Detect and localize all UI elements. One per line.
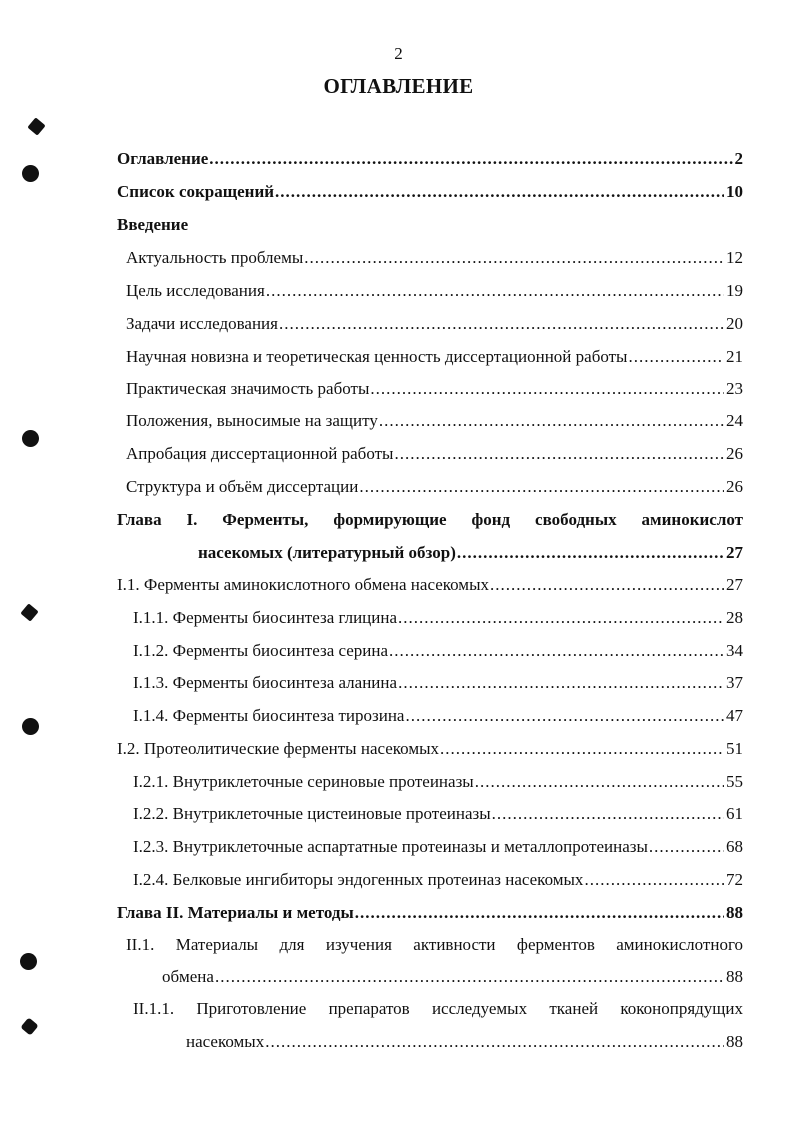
toc-label: обмена [162,967,214,986]
toc-label: Научная новизна и теоретическая ценность диссертационной работы [126,347,628,366]
toc-entry [117,574,743,596]
toc-entry [133,640,743,662]
toc-label: Список сокращений [117,182,275,201]
leader-dots [275,181,724,203]
leader-dots [265,1031,724,1053]
leader-dots [398,607,724,629]
margin-mark [20,1017,38,1035]
toc-entry [186,1031,743,1053]
toc-entry [162,966,743,988]
toc-entry [133,607,743,629]
toc-label: насекомых (литературный обзор) [198,543,456,562]
leader-dots [379,410,724,432]
toc-page: 26 [726,477,743,496]
toc-page: 28 [726,608,743,627]
toc-entry [117,148,743,170]
toc-label: Оглавление [117,149,209,168]
toc-label: Актуальность проблемы [126,248,304,267]
toc-entry [126,443,743,465]
toc-entry [133,836,743,858]
toc-label: Апробация диссертационной работы [126,444,394,463]
leader-dots [394,443,724,465]
toc-page: 88 [726,1032,743,1051]
toc-entry [126,280,743,302]
leader-dots [266,280,724,302]
leader-dots [628,346,724,368]
toc-entry-line1: II.1.1. Приготовление препаратов исследуемых тканей коконопрядущих [133,999,743,1018]
toc-label: Задачи исследования [126,314,278,333]
toc-page: 47 [726,706,743,725]
toc-page: 10 [726,182,743,201]
leader-dots [398,672,724,694]
leader-dots [405,705,724,727]
toc-label: I.1.1. Ферменты биосинтеза глицина [133,608,398,627]
leader-dots [475,771,724,793]
toc-page: 24 [726,411,743,430]
toc-entry [133,771,743,793]
toc-page: 27 [726,575,743,594]
toc-label: I.2. Протеолитические ферменты насекомых [117,739,440,758]
toc-label: I.1.3. Ферменты биосинтеза аланина [133,673,398,692]
toc-label: I.1.4. Ферменты биосинтеза тирозина [133,706,405,725]
toc-page: 26 [726,444,743,463]
toc-label: I.2.4. Белковые ингибиторы эндогенных протеиназ насекомых [133,870,584,889]
toc-page: 51 [726,739,743,758]
toc-entry [133,672,743,694]
leader-dots [492,803,724,825]
toc-page: 88 [726,967,743,986]
toc-label: I.2.2. Внутриклеточные цистеиновые протеиназы [133,804,491,823]
leader-dots [359,476,724,498]
leader-dots [370,378,724,400]
toc-page: 68 [726,837,743,856]
margin-hole [22,430,39,447]
toc-page: 37 [726,673,743,692]
toc-entry [133,803,743,825]
toc-entry [117,738,743,760]
page-title: ОГЛАВЛЕНИЕ [323,74,474,98]
toc-entry-line1: Глава I. Ферменты, формирующие фонд свободных аминокислот [117,510,743,529]
toc-entry [133,869,743,891]
toc-page: 72 [726,870,743,889]
toc-page: 23 [726,379,743,398]
toc-entry [198,542,743,564]
toc-label: I.1. Ферменты аминокислотного обмена насекомых [117,575,489,594]
leader-dots [215,966,724,988]
margin-hole [22,718,39,735]
toc-page: 21 [726,347,743,366]
toc-label: Введение [117,215,189,234]
page-number: 2 [394,44,403,63]
leader-dots [209,148,732,170]
toc-heading [117,214,743,236]
toc-entry [126,378,743,400]
leader-dots [355,902,724,924]
toc-entry [126,313,743,335]
margin-hole [22,165,39,182]
leader-dots [584,869,724,891]
toc-label: I.1.2. Ферменты биосинтеза серина [133,641,389,660]
toc-label: насекомых [186,1032,265,1051]
toc-label: Структура и объём диссертации [126,477,359,496]
toc-label: Глава II. Материалы и методы [117,903,354,922]
toc-label: Практическая значимость работы [126,379,370,398]
toc-label: Цель исследования [126,281,265,300]
toc-entry [117,902,743,924]
toc-page: 88 [726,903,743,922]
toc-page: 12 [726,248,743,267]
margin-mark [20,603,38,621]
toc-entry [126,476,743,498]
toc-page: 2 [734,149,743,168]
toc-entry [117,181,743,203]
leader-dots [649,836,724,858]
leader-dots [279,313,724,335]
toc-page: 34 [726,641,743,660]
leader-dots [490,574,724,596]
leader-dots [389,640,724,662]
toc-label: Положения, выносимые на защиту [126,411,378,430]
toc-page: 19 [726,281,743,300]
toc-label: I.2.3. Внутриклеточные аспартатные протеиназы и металлопротеиназы [133,837,648,856]
toc-page: 20 [726,314,743,333]
toc-entry [126,247,743,269]
margin-mark [27,117,45,135]
toc-page: 55 [726,772,743,791]
margin-hole [20,953,37,970]
toc-page: 61 [726,804,743,823]
leader-dots [304,247,724,269]
toc-label: I.2.1. Внутриклеточные сериновые протеиназы [133,772,474,791]
toc-entry [126,410,743,432]
toc-entry [126,346,743,368]
toc-entry [133,705,743,727]
leader-dots [457,542,724,564]
toc-page: 27 [726,543,743,562]
leader-dots [440,738,724,760]
toc-entry-line1: II.1. Материалы для изучения активности ферментов аминокислотного [126,935,743,954]
